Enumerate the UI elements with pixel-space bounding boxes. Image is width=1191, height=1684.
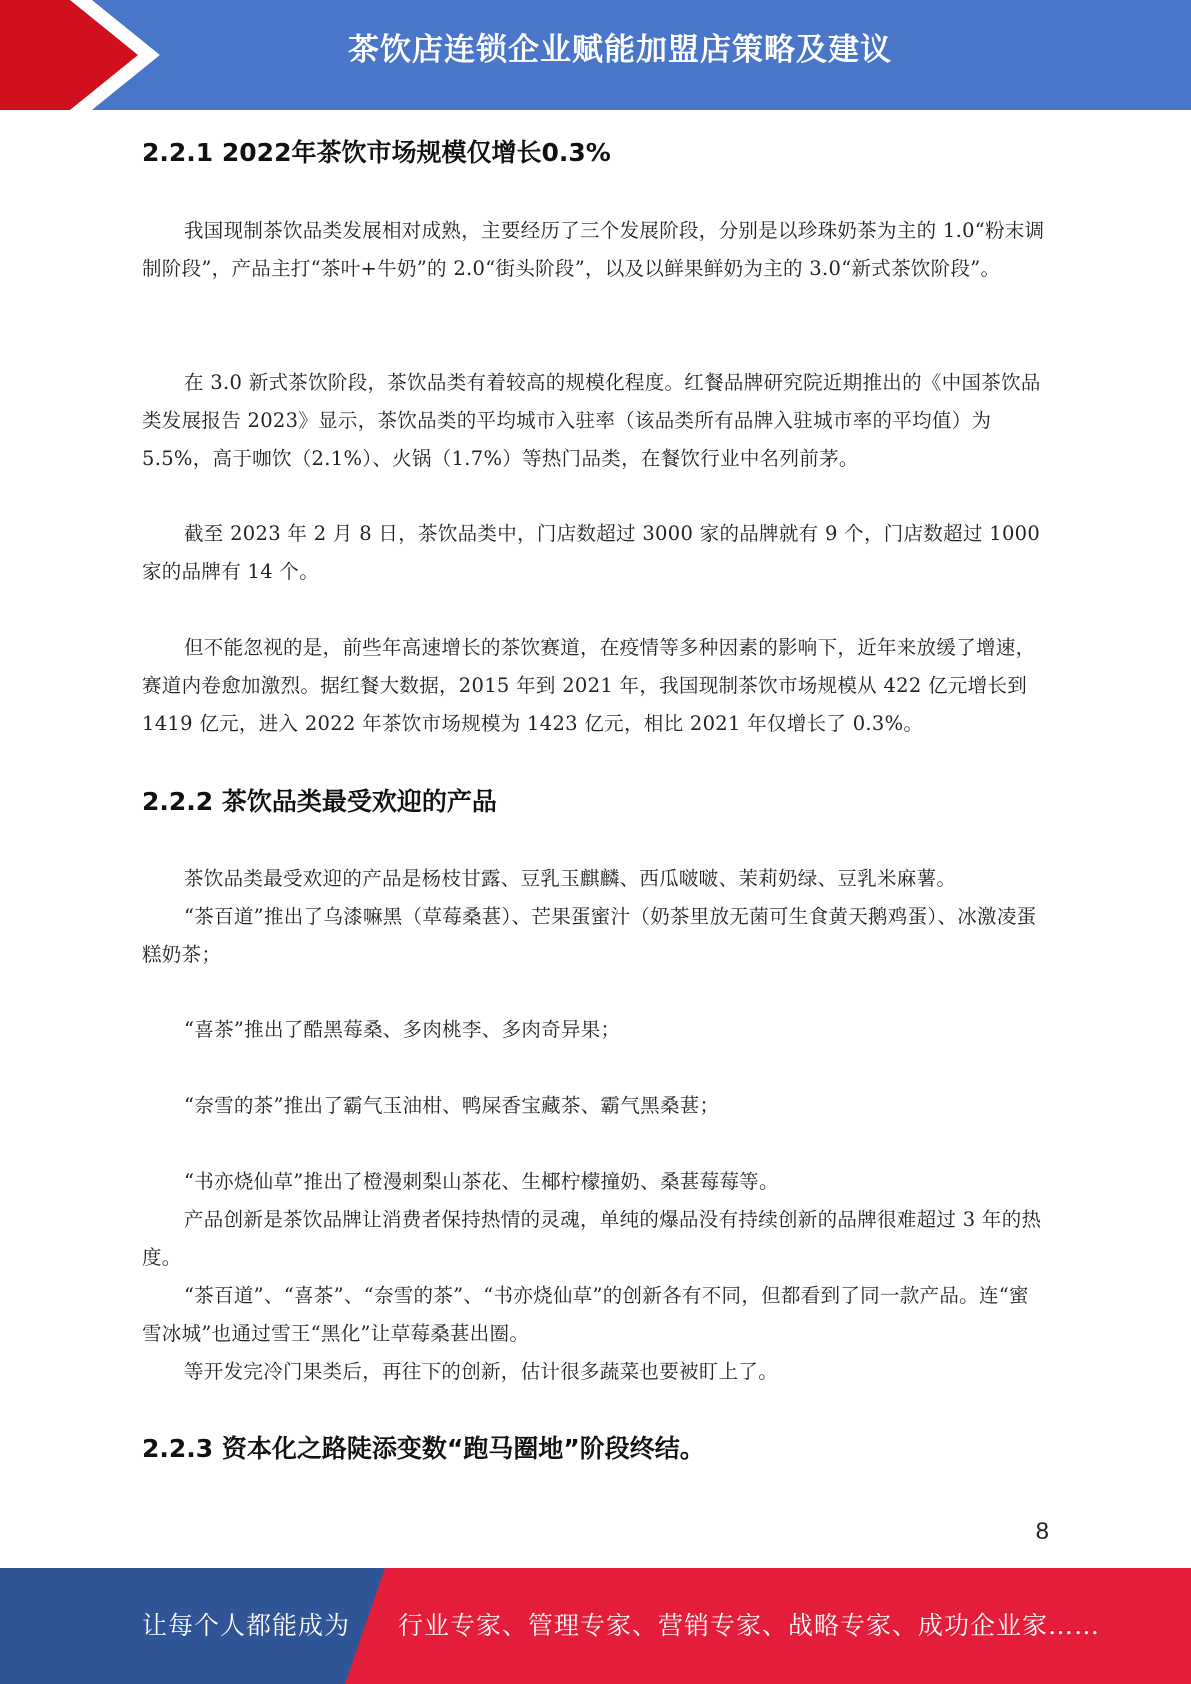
paragraph: “奈雪的茶”推出了霸气玉油柑、鸭屎香宝藏茶、霸气黑桑葚； <box>184 1094 720 1117</box>
paragraph: “书亦烧仙草”推出了橙漫刺梨山茶花、生椰柠檬撞奶、桑葚莓莓等。 <box>184 1170 779 1193</box>
document-title: 茶饮店连锁企业赋能加盟店策略及建议 <box>348 32 892 68</box>
paragraph: “茶百道”推出了乌漆嘛黑（草莓桑葚）、芒果蛋蜜汁（奶茶里放无菌可生食黄天鹅鸡蛋）、冰激凌蛋糕奶茶； <box>142 905 1037 966</box>
paragraph: 截至 2023 年 2 月 8 日，茶饮品类中，门店数超过 3000 家的品牌就有 9 个，门店数超过 1000 家的品牌有 14 个。 <box>142 522 1041 583</box>
section-heading-2-2-1: 2.2.1 2022年茶饮市场规模仅增长0.3% <box>142 138 611 167</box>
footer-banner <box>0 1568 1191 1684</box>
paragraph: “茶百道”、“喜茶”、“奈雪的茶”、“书亦烧仙草”的创新各有不同，但都看到了同一款产品。连“蜜雪冰城”也通过雪王“黑化”让草莓桑葚出圈。 <box>142 1284 1029 1345</box>
paragraph: 茶饮品类最受欢迎的产品是杨枝甘露、豆乳玉麒麟、西瓜啵啵、茉莉奶绿、豆乳米麻薯。 <box>184 867 957 890</box>
header-banner <box>0 0 1191 110</box>
paragraph: 在 3.0 新式茶饮阶段，茶饮品类有着较高的规模化程度。红餐品牌研究院近期推出的《中国茶饮品类发展报告 2023》显示，茶饮品类的平均城市入驻率（该品类所有品牌入驻城市率的平均值）为 5.5%，高于咖饮（2.1%）、火锅（1.7%）等热门品类，在餐饮行业中名列前茅。 <box>142 371 1041 470</box>
section-heading-2-2-3: 2.2.3 资本化之路陡添变数“跑马圈地”阶段终结。 <box>142 1434 705 1463</box>
paragraph: 但不能忽视的是，前些年高速增长的茶饮赛道，在疫情等多种因素的影响下，近年来放缓了增速，赛道内卷愈加激烈。据红餐大数据，2015 年到 2021 年，我国现制茶饮市场规模从 422 亿元增长到 1419 亿元，进入 2022 年茶饮市场规模为 1423 亿元，相比 2021 年仅增长了 0.3%。 <box>142 636 1036 735</box>
paragraph: 我国现制茶饮品类发展相对成熟，主要经历了三个发展阶段，分别是以珍珠奶茶为主的 1.0“粉末调制阶段”，产品主打“茶叶+牛奶”的 2.0“街头阶段”，以及以鲜果鲜奶为主的 3.0“新式茶饮阶段”。 <box>142 219 1045 280</box>
paragraph: 产品创新是茶饮品牌让消费者保持热情的灵魂，单纯的爆品没有持续创新的品牌很难超过 3 年的热度。 <box>142 1208 1042 1269</box>
footer-slogan-left: 让每个人都能成为 <box>142 1611 351 1640</box>
page-number: 8 <box>1035 1518 1049 1545</box>
paragraph: 等开发完冷门果类后，再往下的创新，估计很多蔬菜也要被盯上了。 <box>184 1360 779 1383</box>
section-heading-2-2-2: 2.2.2 茶饮品类最受欢迎的产品 <box>142 787 497 816</box>
chevron-arrow-icon <box>0 0 160 110</box>
paragraph: “喜茶”推出了酷黑莓桑、多肉桃李、多肉奇异果； <box>184 1018 621 1041</box>
footer-slogan-right: 行业专家、管理专家、营销专家、战略专家、成功企业家…… <box>398 1611 1101 1640</box>
